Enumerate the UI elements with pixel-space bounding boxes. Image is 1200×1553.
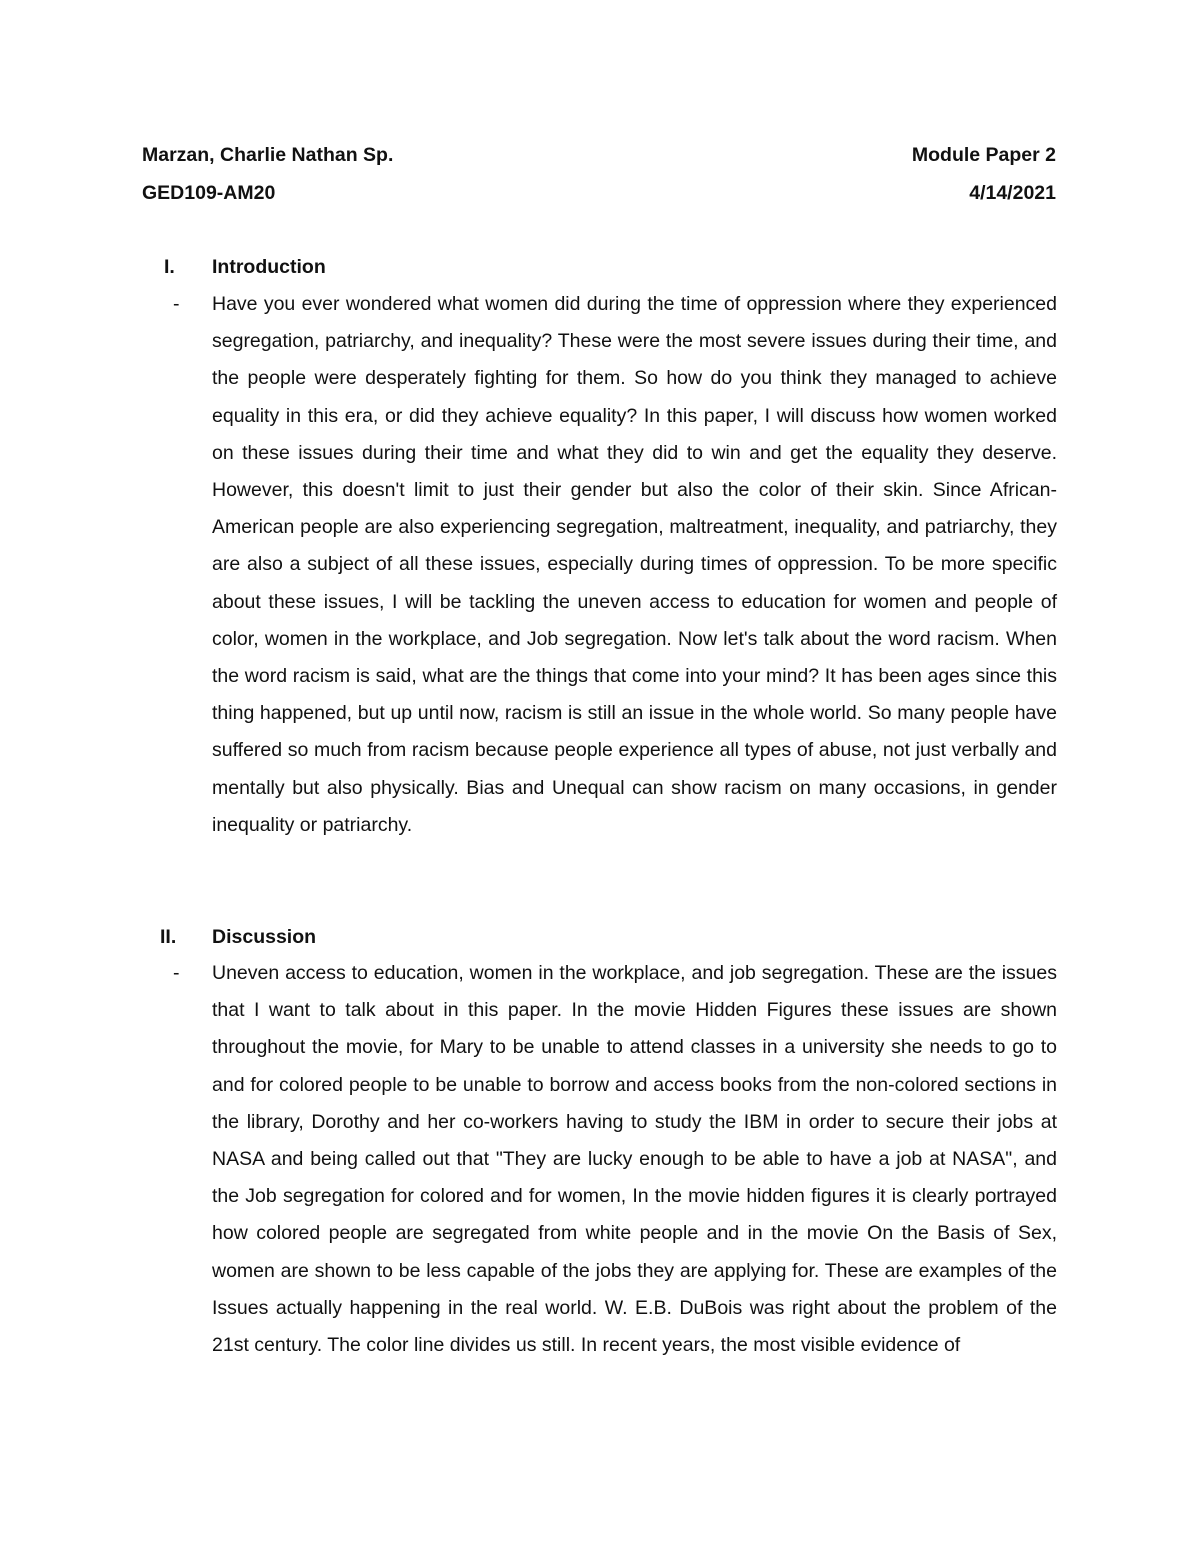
author-name: Marzan, Charlie Nathan Sp. bbox=[142, 144, 394, 166]
section-paragraph-discussion: Uneven access to education, women in the workplace, and job segregation. These are the issues that I want to talk about in this paper. In the movie Hidden Figures these issues are shown throughout the movie, for Mary to be unable to attend classes in a university she needs to go to and for colored people to be unable to borrow and access books from the non-colored sections in the library, Dorothy and her co-workers having to study the IBM in order to secure their jobs at NASA and being called out that "They are lucky enough to be able to have a job at NASA", and the Job segregation for colored and for women, In the movie hidden figures it is clearly portrayed how colored people are segregated from white people and in the movie On the Basis of Sex, women are shown to be less capable of the jobs they are applying for. These are examples of the Issues actually happening in the real world. W. E.B. DuBois was right about the problem of the 21st century. The color line divides us still. In recent years, the most visible evidence of bbox=[212, 962, 1057, 1357]
section-title: Introduction bbox=[212, 256, 326, 278]
section-heading-introduction bbox=[142, 254, 1056, 280]
list-bullet: - bbox=[173, 962, 180, 984]
paper-title: Module Paper 2 bbox=[911, 144, 1056, 166]
section-title: Discussion bbox=[212, 926, 317, 948]
paper-date: 4/14/2021 bbox=[969, 182, 1056, 204]
list-bullet: - bbox=[173, 293, 180, 315]
section-numeral: II. bbox=[160, 926, 177, 948]
header-row-1 bbox=[142, 143, 1056, 167]
header-row-2 bbox=[142, 181, 1056, 205]
section-paragraph-introduction: Have you ever wondered what women did during the time of oppression where they experienced segregation, patriarchy, and inequality? These were the most severe issues during their time, and the people were desperately fighting for them. So how do you think they managed to achieve equality in this era, or did they achieve equality? In this paper, I will discuss how women worked on these issues during their time and what they did to win and get the equality they deserve. However, this doesn't limit to just their gender but also the color of their skin. Since African-American people are also experiencing segregation, maltreatment, inequality, and patriarchy, they are also a subject of all these issues, especially during times of oppression. To be more specific about these issues, I will be tackling the uneven access to education for women and people of color, women in the workplace, and Job segregation. Now let's talk about the word racism. When the word racism is said, what are the things that come into your mind? It has been ages since this thing happened, but up until now, racism is still an issue in the whole world. So many people have suffered so much from racism because people experience all types of abuse, not just verbally and mentally but also physically. Bias and Unequal can show racism on many occasions, in gender inequality or patriarchy. bbox=[212, 293, 1057, 836]
course-code: GED109-AM20 bbox=[142, 182, 276, 204]
section-heading-discussion bbox=[142, 924, 1056, 950]
section-numeral: I. bbox=[164, 256, 175, 278]
